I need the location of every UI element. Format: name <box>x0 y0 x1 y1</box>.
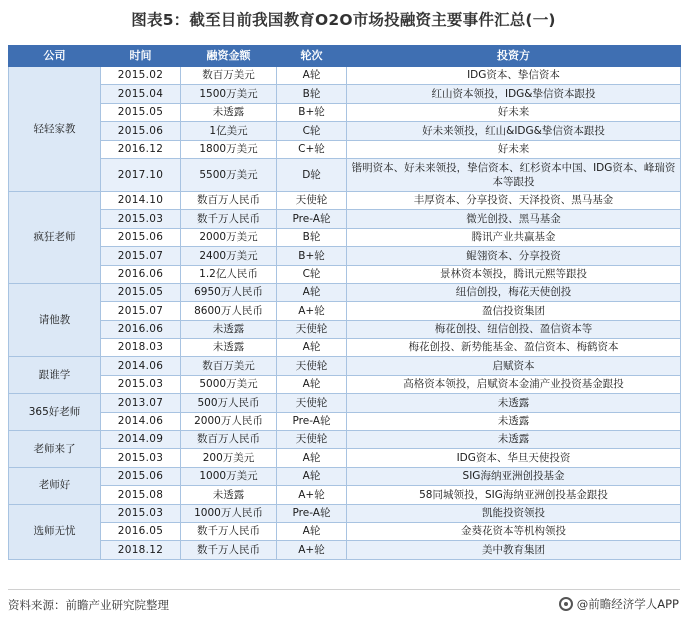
brand-credit <box>559 596 679 612</box>
table-row <box>9 265 681 283</box>
table-row <box>9 302 681 320</box>
date-cell: 2015.03 <box>101 449 181 467</box>
round-cell: C轮 <box>277 265 347 283</box>
date-cell: 2016.06 <box>101 320 181 338</box>
amount-cell: 500万人民币 <box>181 394 277 412</box>
date-cell: 2015.03 <box>101 504 181 522</box>
round-cell: 天使轮 <box>277 320 347 338</box>
amount-cell: 数千万人民币 <box>181 210 277 228</box>
amount-cell: 1亿美元 <box>181 122 277 140</box>
date-cell: 2015.05 <box>101 103 181 121</box>
table-row <box>9 122 681 140</box>
round-cell: A轮 <box>277 67 347 85</box>
investor-cell: 高格资本领投，启赋资本金浦产业投资基金跟投 <box>347 375 681 393</box>
round-cell: D轮 <box>277 158 347 191</box>
date-cell: 2017.10 <box>101 158 181 191</box>
amount-cell: 200万美元 <box>181 449 277 467</box>
amount-cell: 5500万美元 <box>181 158 277 191</box>
investor-cell: 纽信创投，梅花天使创投 <box>347 283 681 301</box>
amount-cell: 8600万人民币 <box>181 302 277 320</box>
investor-cell: 未透露 <box>347 394 681 412</box>
company-cell: 疯狂老师 <box>9 191 101 283</box>
investor-cell: 丰厚资本、分享投资、天泽投资、黑马基金 <box>347 191 681 209</box>
company-cell: 365好老师 <box>9 394 101 431</box>
date-cell: 2015.08 <box>101 486 181 504</box>
table-row <box>9 504 681 522</box>
date-cell: 2015.06 <box>101 122 181 140</box>
round-cell: A轮 <box>277 467 347 485</box>
round-cell: B轮 <box>277 228 347 246</box>
date-cell: 2014.10 <box>101 191 181 209</box>
amount-cell: 未透露 <box>181 486 277 504</box>
amount-cell: 数百万人民币 <box>181 191 277 209</box>
amount-cell: 数百万美元 <box>181 357 277 375</box>
round-cell: A+轮 <box>277 486 347 504</box>
investor-cell: 金葵花资本等机构领投 <box>347 522 681 540</box>
investor-cell: 58同城领投，SIG海纳亚洲创投基金跟投 <box>347 486 681 504</box>
table-row <box>9 158 681 191</box>
round-cell: C+轮 <box>277 140 347 158</box>
company-cell: 请他教 <box>9 283 101 357</box>
amount-cell: 1800万美元 <box>181 140 277 158</box>
table-row <box>9 394 681 412</box>
header-amount: 融资金额 <box>181 46 277 67</box>
table-row <box>9 412 681 430</box>
table-row <box>9 247 681 265</box>
table-row <box>9 191 681 209</box>
company-cell: 跟谁学 <box>9 357 101 394</box>
round-cell: A轮 <box>277 339 347 357</box>
table-row <box>9 67 681 85</box>
table-row <box>9 283 681 301</box>
table-row <box>9 522 681 540</box>
table-row <box>9 210 681 228</box>
investor-cell: 鲲翎资本、分享投资 <box>347 247 681 265</box>
company-cell: 轻轻家教 <box>9 67 101 192</box>
round-cell: 天使轮 <box>277 191 347 209</box>
amount-cell: 未透露 <box>181 103 277 121</box>
date-cell: 2015.05 <box>101 283 181 301</box>
table-row <box>9 449 681 467</box>
investor-cell: 红山资本领投，IDG&挚信资本跟投 <box>347 85 681 103</box>
investor-cell: 盈信投资集团 <box>347 302 681 320</box>
amount-cell: 未透露 <box>181 320 277 338</box>
date-cell: 2014.06 <box>101 357 181 375</box>
round-cell: 天使轮 <box>277 394 347 412</box>
investor-cell: 梅花创投、纽信创投、盈信资本等 <box>347 320 681 338</box>
investor-cell: IDG资本、华旦天使投资 <box>347 449 681 467</box>
round-cell: C轮 <box>277 122 347 140</box>
amount-cell: 数百万美元 <box>181 67 277 85</box>
date-cell: 2015.06 <box>101 228 181 246</box>
table-row <box>9 228 681 246</box>
amount-cell: 6950万人民币 <box>181 283 277 301</box>
round-cell: B轮 <box>277 85 347 103</box>
amount-cell: 2000万美元 <box>181 228 277 246</box>
page-title: 图表5：截至目前我国教育O2O市场投融资主要事件汇总(一) <box>131 11 556 29</box>
header-company: 公司 <box>9 46 101 67</box>
investment-table <box>8 45 681 560</box>
date-cell: 2015.04 <box>101 85 181 103</box>
table-row <box>9 320 681 338</box>
header-date: 时间 <box>101 46 181 67</box>
round-cell: 天使轮 <box>277 431 347 449</box>
amount-cell: 5000万美元 <box>181 375 277 393</box>
amount-cell: 2400万美元 <box>181 247 277 265</box>
date-cell: 2018.12 <box>101 541 181 559</box>
company-cell: 选师无忧 <box>9 504 101 559</box>
investor-cell: 凯能投资领投 <box>347 504 681 522</box>
source-note: 资料来源：前瞻产业研究院整理 <box>8 598 169 612</box>
table-row <box>9 140 681 158</box>
investor-cell: SIG海纳亚洲创投基金 <box>347 467 681 485</box>
date-cell: 2016.05 <box>101 522 181 540</box>
qianzhan-logo-icon <box>559 597 573 611</box>
round-cell: Pre-A轮 <box>277 412 347 430</box>
amount-cell: 数千万人民币 <box>181 541 277 559</box>
amount-cell: 1.2亿人民币 <box>181 265 277 283</box>
date-cell: 2015.07 <box>101 247 181 265</box>
amount-cell: 未透露 <box>181 339 277 357</box>
table-row <box>9 357 681 375</box>
date-cell: 2013.07 <box>101 394 181 412</box>
investor-cell: 梅花创投、新势能基金、盈信资本、梅鹤资本 <box>347 339 681 357</box>
round-cell: A轮 <box>277 375 347 393</box>
investor-cell: 美中教育集团 <box>347 541 681 559</box>
date-cell: 2015.03 <box>101 210 181 228</box>
footer-divider <box>8 589 680 590</box>
round-cell: A轮 <box>277 449 347 467</box>
date-cell: 2015.02 <box>101 67 181 85</box>
amount-cell: 1000万人民币 <box>181 504 277 522</box>
investor-cell: 好未来领投，红山&IDG&挚信资本跟投 <box>347 122 681 140</box>
investor-cell: 好未来 <box>347 140 681 158</box>
table-row <box>9 375 681 393</box>
date-cell: 2015.06 <box>101 467 181 485</box>
table-body <box>9 67 681 560</box>
round-cell: Pre-A轮 <box>277 504 347 522</box>
date-cell: 2014.06 <box>101 412 181 430</box>
table-row <box>9 103 681 121</box>
round-cell: B+轮 <box>277 103 347 121</box>
date-cell: 2015.07 <box>101 302 181 320</box>
investor-cell: IDG资本、挚信资本 <box>347 67 681 85</box>
table-row <box>9 486 681 504</box>
date-cell: 2016.06 <box>101 265 181 283</box>
table-header-row <box>9 46 681 67</box>
investor-cell: 腾讯产业共赢基金 <box>347 228 681 246</box>
investor-cell: 锴明资本、好未来领投，挚信资本、红杉资本中国、IDG资本、峰瑞资本等跟投 <box>347 158 681 191</box>
amount-cell: 1500万美元 <box>181 85 277 103</box>
round-cell: A+轮 <box>277 302 347 320</box>
round-cell: A+轮 <box>277 541 347 559</box>
amount-cell: 1000万美元 <box>181 467 277 485</box>
investor-cell: 微光创投、黑马基金 <box>347 210 681 228</box>
table-row <box>9 339 681 357</box>
company-cell: 老师来了 <box>9 431 101 468</box>
amount-cell: 2000万人民币 <box>181 412 277 430</box>
investor-cell: 未透露 <box>347 431 681 449</box>
brand-label: @前瞻经济学人APP <box>576 597 679 611</box>
round-cell: A轮 <box>277 522 347 540</box>
investor-cell: 景林资本领投，腾讯元熙等跟投 <box>347 265 681 283</box>
round-cell: A轮 <box>277 283 347 301</box>
round-cell: Pre-A轮 <box>277 210 347 228</box>
date-cell: 2016.12 <box>101 140 181 158</box>
table-row <box>9 467 681 485</box>
round-cell: B+轮 <box>277 247 347 265</box>
date-cell: 2014.09 <box>101 431 181 449</box>
header-investor: 投资方 <box>347 46 681 67</box>
header-round: 轮次 <box>277 46 347 67</box>
table-row <box>9 541 681 559</box>
table-row <box>9 85 681 103</box>
round-cell: 天使轮 <box>277 357 347 375</box>
amount-cell: 数百万人民币 <box>181 431 277 449</box>
date-cell: 2018.03 <box>101 339 181 357</box>
amount-cell: 数千万人民币 <box>181 522 277 540</box>
investor-cell: 好未来 <box>347 103 681 121</box>
company-cell: 老师好 <box>9 467 101 504</box>
investor-cell: 启赋资本 <box>347 357 681 375</box>
investor-cell: 未透露 <box>347 412 681 430</box>
table-row <box>9 431 681 449</box>
date-cell: 2015.03 <box>101 375 181 393</box>
